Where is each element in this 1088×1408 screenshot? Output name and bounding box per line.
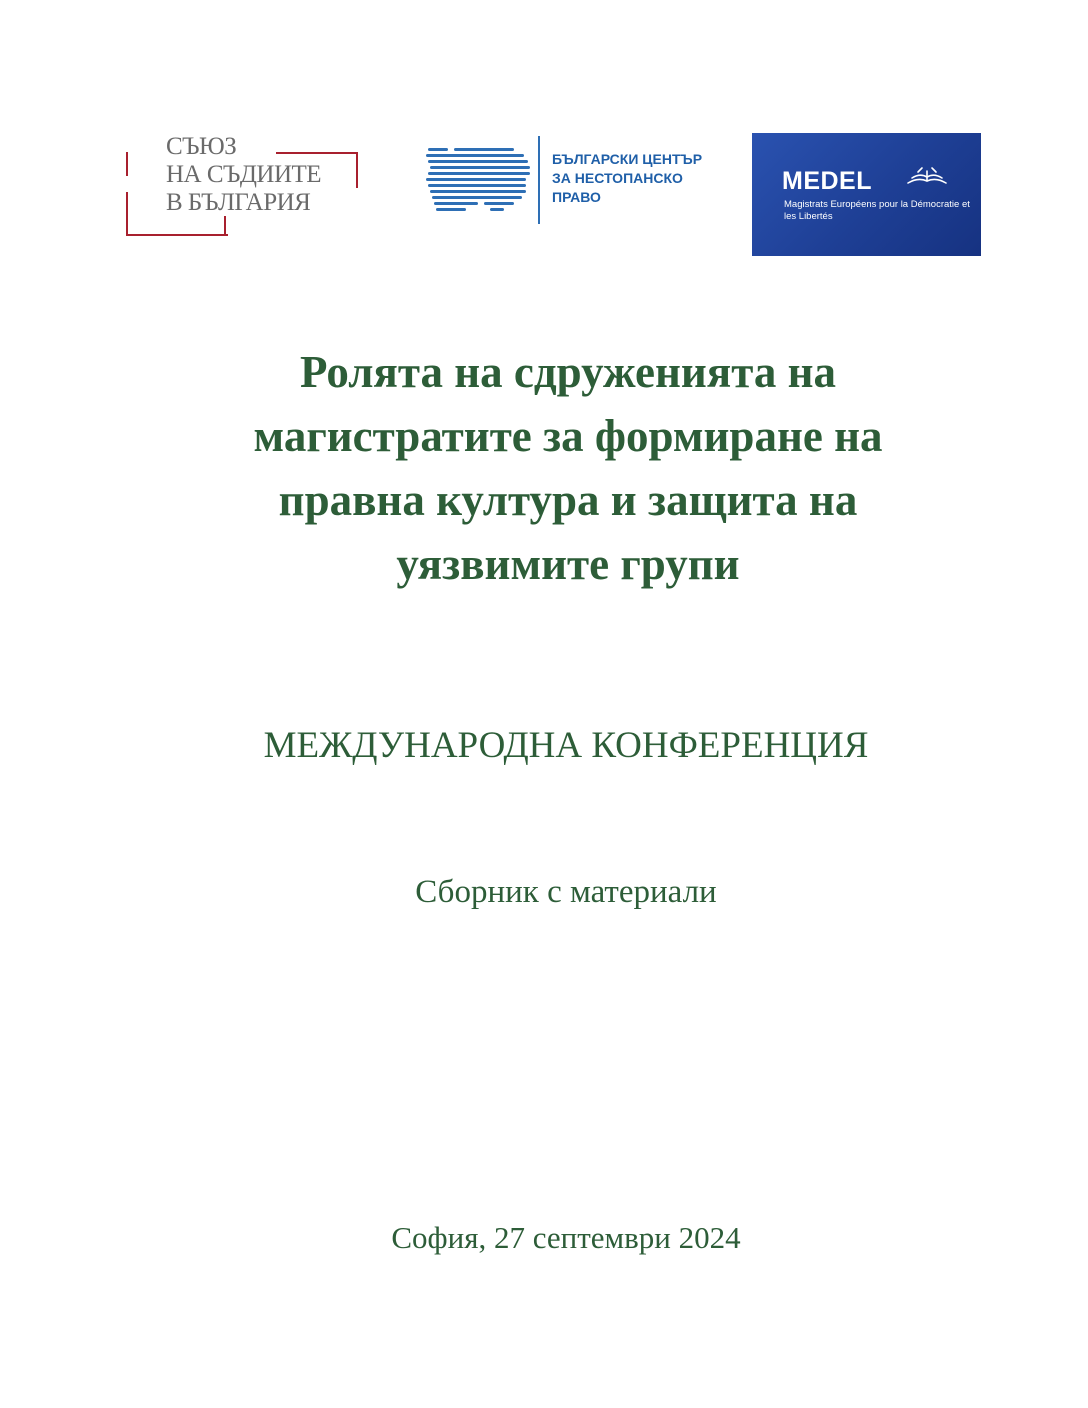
collection-label: Сборник с материали [415, 874, 717, 910]
medel-tagline: Magistrats Européens pour la Démocratie et les Libertés [784, 199, 970, 222]
place-and-date: София, 27 септември 2024 [391, 1220, 741, 1255]
logo-bar [0, 0, 1088, 300]
usb-line-1: СЪЮЗ [166, 133, 237, 160]
bcnl-name: БЪЛГАРСКИ ЦЕНТЪР ЗА НЕСТОПАНСКО ПРАВО [552, 151, 703, 205]
medel-logo [752, 133, 981, 256]
union-of-judges-logo [124, 132, 366, 238]
usb-line-3: В БЪЛГАРИЯ [166, 189, 311, 216]
document-title: Ролята на сдруженията на магистратите за формиране на правна култура и защита на уязвимите групи [253, 347, 883, 589]
medel-name: MEDEL [782, 167, 872, 195]
bulgaria-map-icon [424, 146, 532, 218]
usb-line-2: НА СЪДИИТЕ [166, 161, 322, 188]
open-book-icon [904, 165, 950, 187]
bcnl-logo [424, 136, 724, 226]
conference-subtitle: МЕЖДУНАРОДНА КОНФЕРЕНЦИЯ [263, 725, 869, 766]
